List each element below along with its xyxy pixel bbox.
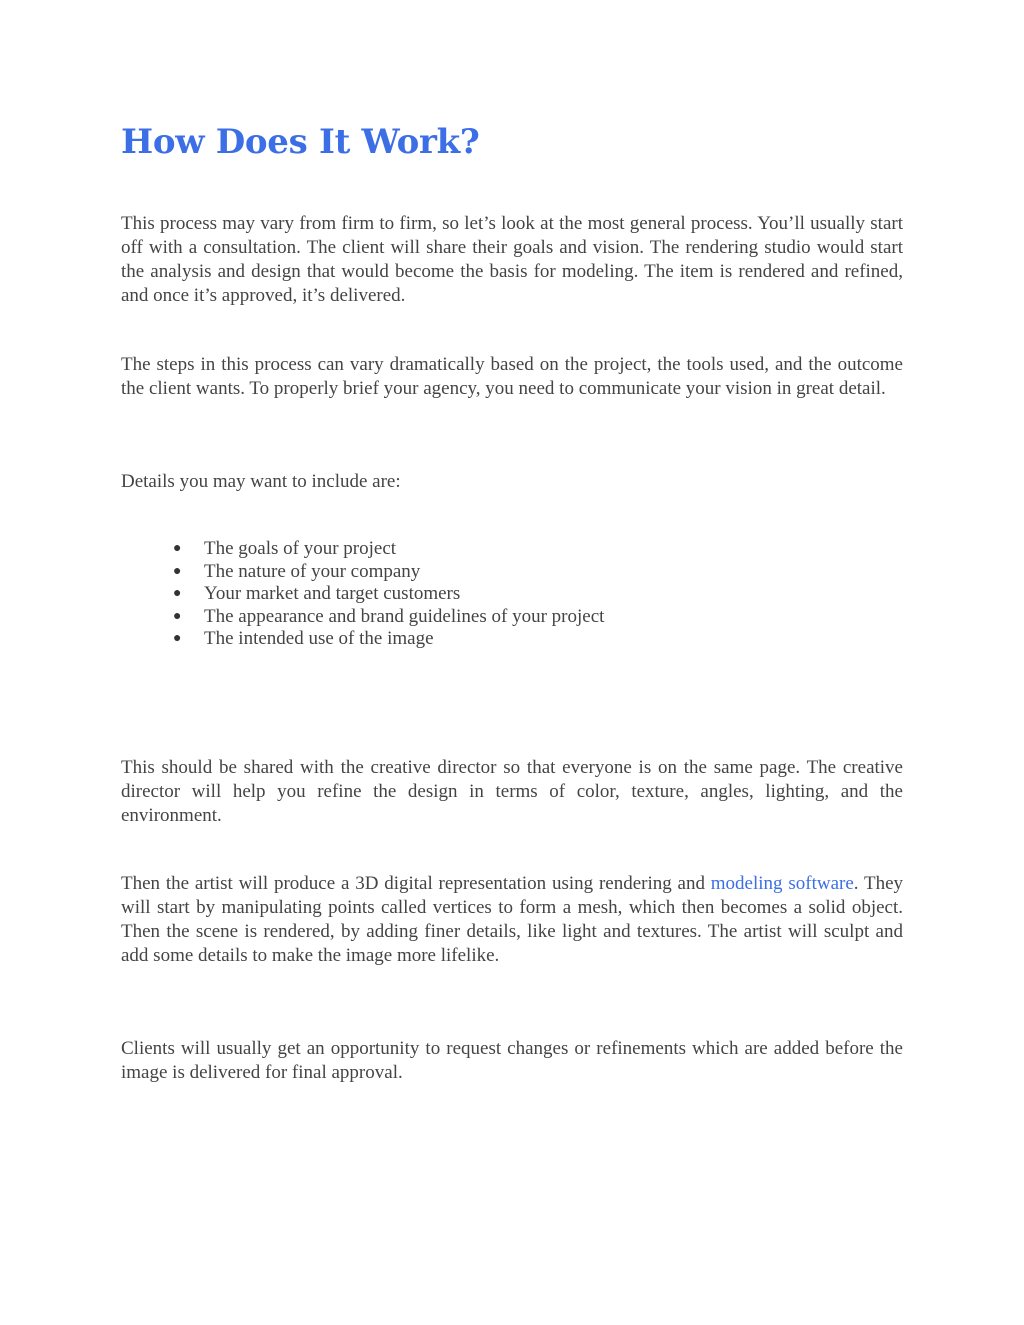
list-item-text: Your market and target customers — [204, 583, 461, 605]
list-item — [171, 628, 604, 651]
artist-paragraph — [121, 872, 903, 968]
artist-paragraph-text-start: Then the artist will produce a 3D digital representation using rendering and — [121, 873, 711, 894]
bullet-icon: ● — [173, 608, 182, 624]
list-item — [171, 561, 604, 584]
modeling-software-link[interactable]: modeling software — [710, 873, 854, 894]
steps-paragraph: The steps in this process can vary dramatically based on the project, the tools used, and the outcome the client wants. To properly brief your agency, you need to communicate your vision in great detail. — [121, 354, 903, 399]
bullet-icon: ● — [173, 631, 182, 647]
details-intro-paragraph: Details you may want to include are: — [121, 471, 401, 492]
intro-paragraph: This process may vary from firm to firm, so let’s look at the most general process. You’ll usually start off with a consultation. The client will share their goals and vision. The rendering studio would start the analysis and design that would become the basis for modeling. The item is rendered and refined, and once it’s approved, it’s delivered. — [121, 213, 903, 306]
creative-director-paragraph: This should be shared with the creative director so that everyone is on the same page. The creative director will help you refine the design in terms of color, texture, angles, lighting, and the environment. — [121, 757, 903, 826]
bullet-icon: ● — [173, 541, 182, 556]
list-item-text: The nature of your company — [204, 560, 421, 582]
list-item-text: The goals of your project — [204, 538, 397, 559]
revisions-paragraph: Clients will usually get an opportunity to request changes or refinements which are added before the image is delivered for final approval. — [121, 1038, 903, 1083]
bullet-icon: ● — [173, 563, 182, 579]
page-title: How Does It Work? — [121, 122, 480, 162]
list-item — [171, 583, 604, 606]
list-item-text: The intended use of the image — [204, 628, 434, 650]
bullet-icon: ● — [173, 586, 182, 602]
details-list — [171, 538, 604, 651]
list-item — [171, 538, 604, 561]
artist-paragraph-text-end: . They will start by manipulating points called vertices to form a mesh, which then becomes a solid object. Then the scene is rendered, by adding finer details, like light and textures. The artist will sculpt and add some details to make the image more lifelike. — [121, 873, 904, 966]
list-item — [171, 606, 604, 629]
list-item-text: The appearance and brand guidelines of your project — [204, 605, 605, 627]
